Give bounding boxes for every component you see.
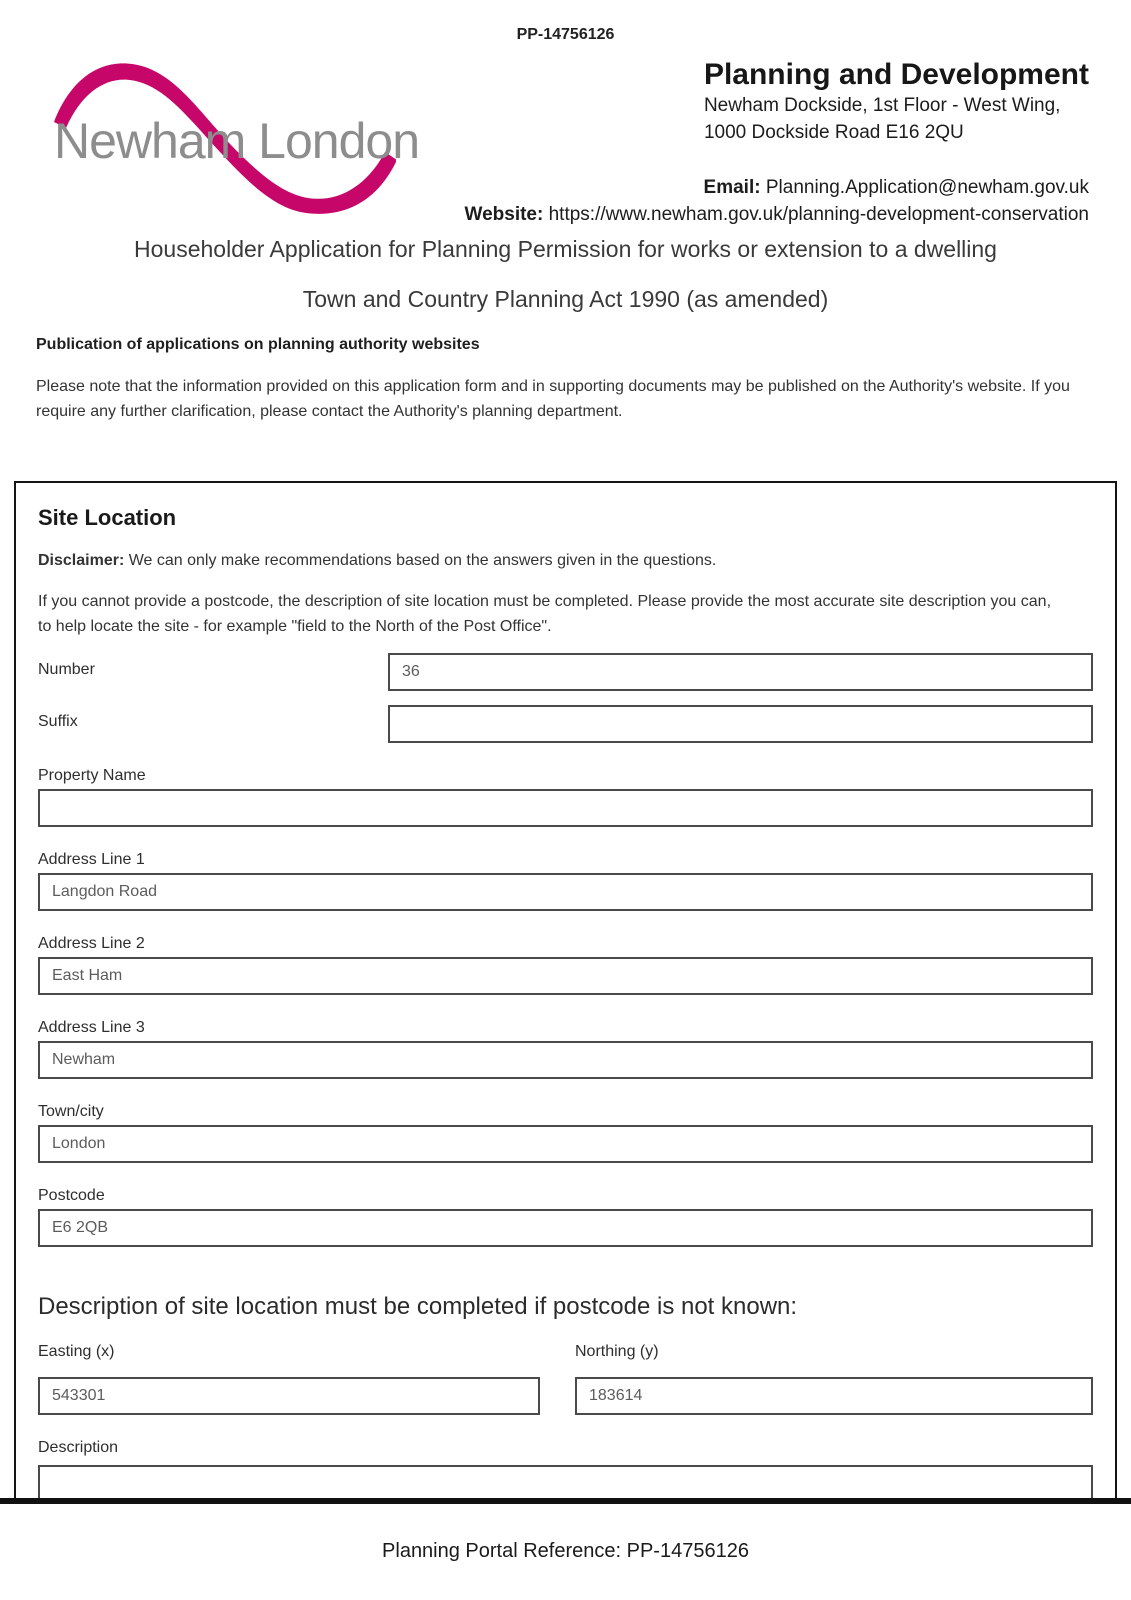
site-location-heading: Site Location (38, 505, 177, 530)
address-line-1-label: Address Line 1 (38, 851, 145, 868)
address-line-3-input[interactable] (38, 1041, 1093, 1079)
department-address-line-2: 1000 Dockside Road E16 2QU (703, 122, 964, 143)
address-line-3-label: Address Line 3 (38, 1019, 145, 1036)
suffix-label: Suffix (38, 713, 78, 730)
portal-footer-reference: Planning Portal Reference: PP-14756126 (382, 1540, 749, 1562)
description-requirement-heading: Description of site location must be completed if postcode is not known: (38, 1293, 798, 1320)
postcode-input[interactable] (38, 1209, 1093, 1247)
site-location-intro: If you cannot provide a postcode, the description of site location must be completed. Please provide the most accurate site description you can, to help locate the site - for example "field to the North of the Post Office". (38, 593, 1052, 635)
easting-input[interactable] (38, 1377, 540, 1415)
email-label: Email: (703, 177, 761, 198)
postcode-label: Postcode (38, 1187, 105, 1204)
coordinates-row (38, 1321, 1093, 1415)
email-line (464, 174, 1089, 201)
department-address-line-1: Newham Dockside, 1st Floor - West Wing, (703, 95, 1061, 116)
easting-label: Easting (x) (38, 1343, 115, 1360)
site-location-section (14, 481, 1117, 1500)
website-line (464, 201, 1089, 228)
website-label: Website: (464, 204, 544, 225)
website-value: https://www.newham.gov.uk/planning-development-conservation (548, 204, 1089, 225)
header-contact-block (464, 58, 1089, 228)
top-reference: PP-14756126 (516, 26, 615, 43)
email-value: Planning.Application@newham.gov.uk (765, 177, 1089, 198)
department-title: Planning and Development (703, 58, 1089, 91)
suffix-row (38, 705, 1093, 743)
number-label: Number (38, 661, 95, 678)
address-line-1-input[interactable] (38, 873, 1093, 911)
address-line-2-label: Address Line 2 (38, 935, 145, 952)
disclaimer-line (38, 551, 1093, 571)
number-input[interactable] (388, 653, 1093, 691)
disclaimer-label: Disclaimer: (38, 552, 125, 569)
description-textarea[interactable] (38, 1465, 1093, 1500)
description-label: Description (38, 1439, 119, 1456)
town-city-label: Town/city (38, 1103, 104, 1120)
property-name-label: Property Name (38, 767, 146, 784)
page-divider (0, 1498, 1131, 1504)
town-city-input[interactable] (38, 1125, 1093, 1163)
department-address-block (704, 58, 1089, 146)
number-row (38, 653, 1093, 691)
address-line-2-input[interactable] (38, 957, 1093, 995)
form-title: Householder Application for Planning Permission for works or extension to a dwelling (134, 236, 997, 262)
northing-label: Northing (y) (575, 1343, 659, 1360)
disclaimer-text: We can only make recommendations based on the answers given in the questions. (124, 552, 717, 569)
northing-input[interactable] (575, 1377, 1093, 1415)
logo-wordmark: Newham London (54, 113, 420, 169)
form-subtitle: Town and Country Planning Act 1990 (as amended) (302, 286, 829, 312)
publication-heading: Publication of applications on planning authority websites (36, 336, 480, 353)
suffix-input[interactable] (388, 705, 1093, 743)
property-name-input[interactable] (38, 789, 1093, 827)
newham-london-logo (48, 60, 420, 215)
publication-note: Please note that the information provided on this application form and in supporting documents may be published on the Authority's website. If you require any further clarification, please contact the Authority's planning department. (36, 378, 1070, 420)
